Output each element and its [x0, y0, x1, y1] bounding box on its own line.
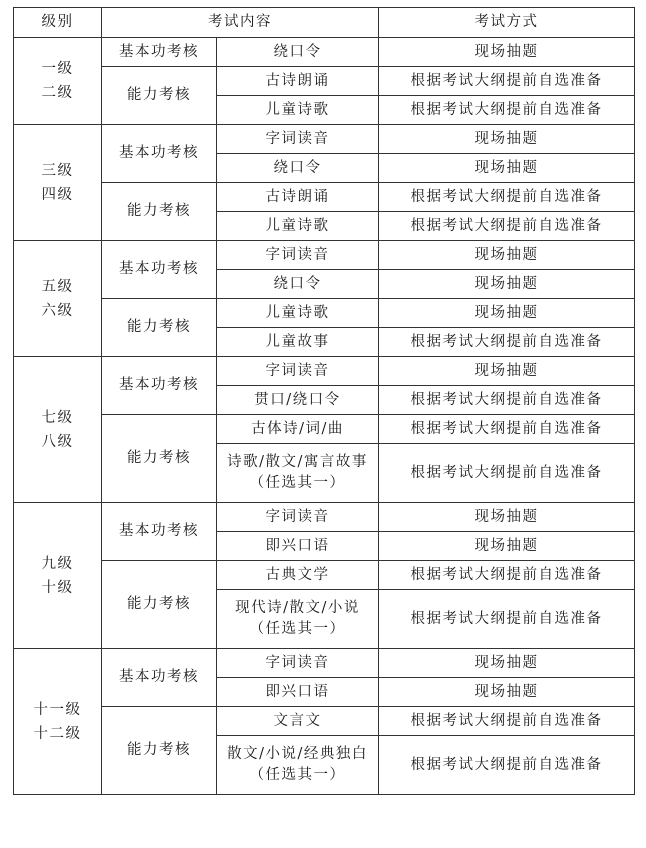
content-cell [217, 707, 379, 736]
method-cell: 现场抽题 [379, 270, 635, 299]
level-label: 二级 [41, 85, 74, 101]
method-cell: 现场抽题 [379, 678, 635, 707]
exam-table [13, 7, 635, 795]
table-row [14, 38, 635, 67]
level-cell [14, 503, 102, 649]
level-label: 一级 [41, 61, 74, 77]
content-line: 字词读音 [265, 654, 330, 671]
level-label: 五级 [41, 278, 74, 295]
content-cell [217, 503, 379, 532]
content-cell [217, 154, 379, 183]
content-line: （任选其一） [249, 475, 346, 491]
content-line: 古诗朗诵 [265, 72, 330, 89]
level-label: 十二级 [33, 725, 82, 742]
level-label: 三级 [41, 162, 74, 179]
table-row [14, 67, 635, 96]
category-cell: 基本功考核 [102, 38, 217, 67]
table-row [14, 183, 635, 212]
content-line: 文言文 [273, 712, 322, 729]
category-cell: 能力考核 [102, 183, 217, 241]
content-line: 绕口令 [273, 43, 322, 60]
level-cell [14, 649, 102, 795]
category-cell: 基本功考核 [102, 241, 217, 299]
content-line: （任选其一） [249, 767, 346, 783]
method-cell: 根据考试大纲提前自选准备 [379, 736, 635, 795]
table-row [14, 415, 635, 444]
method-cell: 根据考试大纲提前自选准备 [379, 590, 635, 649]
category-cell: 能力考核 [102, 67, 217, 125]
content-cell [217, 590, 379, 649]
level-label: 九级 [41, 555, 74, 572]
method-cell: 根据考试大纲提前自选准备 [379, 67, 635, 96]
header-row [14, 8, 635, 38]
content-line: 字词读音 [265, 246, 330, 263]
content-cell [217, 415, 379, 444]
content-cell [217, 125, 379, 154]
exam-table-container [13, 7, 634, 795]
table-row [14, 649, 635, 678]
level-label: 十级 [41, 579, 74, 596]
table-row [14, 707, 635, 736]
header-content: 考试内容 [102, 8, 379, 38]
content-line: 古典文学 [265, 566, 330, 583]
header-method: 考试方式 [379, 8, 635, 38]
level-cell [14, 241, 102, 357]
content-cell [217, 357, 379, 386]
content-line: 贯口/绕口令 [254, 391, 341, 408]
content-line: 散文/小说/经典独白 [227, 746, 368, 762]
level-label: 七级 [41, 409, 74, 426]
content-line: 字词读音 [265, 362, 330, 379]
category-cell: 基本功考核 [102, 357, 217, 415]
method-cell: 根据考试大纲提前自选准备 [379, 707, 635, 736]
method-cell: 根据考试大纲提前自选准备 [379, 183, 635, 212]
method-cell: 根据考试大纲提前自选准备 [379, 444, 635, 503]
content-cell [217, 38, 379, 67]
method-cell: 现场抽题 [379, 154, 635, 183]
method-cell: 根据考试大纲提前自选准备 [379, 561, 635, 590]
category-cell: 基本功考核 [102, 649, 217, 707]
method-cell: 现场抽题 [379, 649, 635, 678]
content-cell [217, 444, 379, 503]
category-cell: 基本功考核 [102, 503, 217, 561]
content-line: 古体诗/词/曲 [251, 420, 344, 437]
table-row [14, 357, 635, 386]
content-line: 现代诗/散文/小说 [235, 600, 360, 616]
table-row [14, 125, 635, 154]
method-cell: 现场抽题 [379, 299, 635, 328]
level-label: 四级 [41, 186, 74, 203]
method-cell: 根据考试大纲提前自选准备 [379, 212, 635, 241]
content-line: 古诗朗诵 [265, 188, 330, 205]
category-cell: 能力考核 [102, 299, 217, 357]
content-line: 字词读音 [265, 130, 330, 147]
content-line: 儿童故事 [265, 333, 330, 350]
content-line: 儿童诗歌 [265, 101, 330, 118]
level-cell [14, 38, 102, 125]
content-cell [217, 183, 379, 212]
table-row [14, 561, 635, 590]
method-cell: 根据考试大纲提前自选准备 [379, 96, 635, 125]
method-cell: 根据考试大纲提前自选准备 [379, 415, 635, 444]
table-row [14, 241, 635, 270]
category-cell: 基本功考核 [102, 125, 217, 183]
header-level: 级别 [14, 8, 102, 38]
content-cell [217, 212, 379, 241]
method-cell: 现场抽题 [379, 241, 635, 270]
content-line: 字词读音 [265, 508, 330, 525]
category-cell: 能力考核 [102, 707, 217, 795]
content-cell [217, 561, 379, 590]
category-cell: 能力考核 [102, 561, 217, 649]
content-cell [217, 96, 379, 125]
content-cell [217, 678, 379, 707]
content-line: （任选其一） [249, 621, 346, 637]
content-cell [217, 299, 379, 328]
method-cell: 现场抽题 [379, 38, 635, 67]
level-label: 六级 [41, 302, 74, 319]
content-cell [217, 328, 379, 357]
content-cell [217, 386, 379, 415]
content-line: 即兴口语 [265, 537, 330, 554]
content-line: 儿童诗歌 [265, 304, 330, 321]
content-line: 诗歌/散文/寓言故事 [227, 454, 368, 470]
content-cell [217, 532, 379, 561]
level-cell [14, 125, 102, 241]
exam-table-body [14, 38, 635, 795]
method-cell: 根据考试大纲提前自选准备 [379, 386, 635, 415]
content-line: 绕口令 [273, 159, 322, 176]
category-cell: 能力考核 [102, 415, 217, 503]
level-label: 十一级 [33, 701, 82, 718]
content-line: 儿童诗歌 [265, 217, 330, 234]
method-cell: 现场抽题 [379, 532, 635, 561]
level-label: 八级 [41, 433, 74, 450]
level-cell [14, 357, 102, 503]
method-cell: 现场抽题 [379, 503, 635, 532]
method-cell: 现场抽题 [379, 125, 635, 154]
content-line: 绕口令 [273, 275, 322, 292]
method-cell: 现场抽题 [379, 357, 635, 386]
content-cell [217, 241, 379, 270]
content-cell [217, 67, 379, 96]
content-cell [217, 736, 379, 795]
content-cell [217, 270, 379, 299]
method-cell: 根据考试大纲提前自选准备 [379, 328, 635, 357]
content-line: 即兴口语 [265, 683, 330, 700]
content-cell [217, 649, 379, 678]
table-row [14, 503, 635, 532]
table-row [14, 299, 635, 328]
